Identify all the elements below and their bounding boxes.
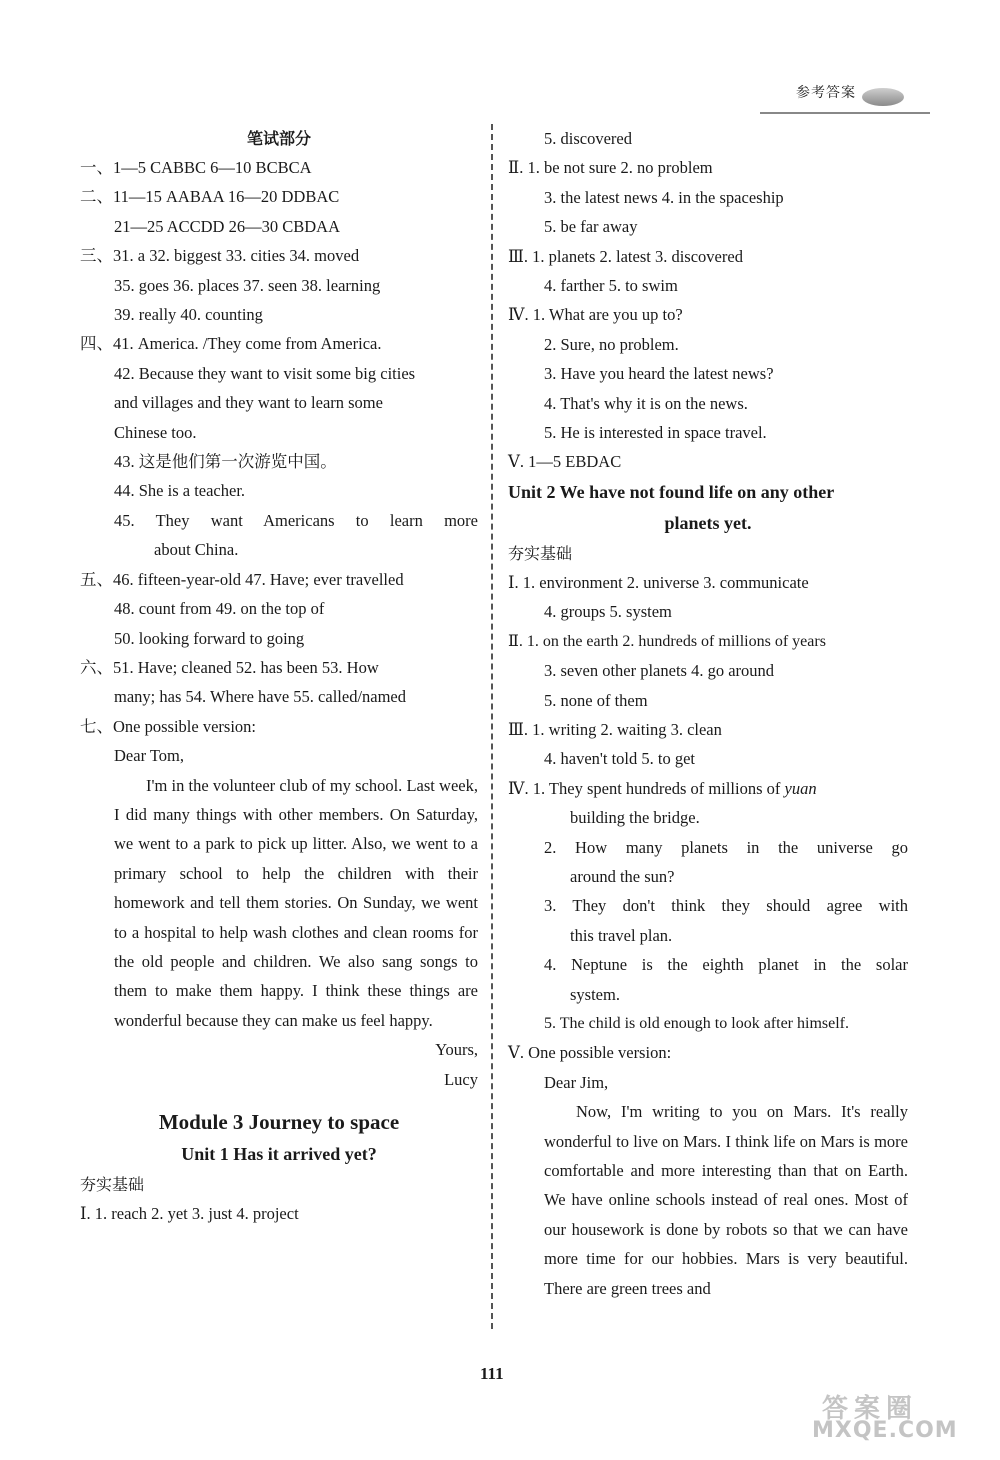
answer-line: Ⅴ. 1—5 EBDAC [508, 452, 622, 472]
answer-line: Ⅱ. 1. be not sure 2. no problem [508, 158, 713, 178]
answer-line: many; has 54. Where have 55. called/named [114, 687, 407, 707]
answer-line: 48. count from 49. on the top of [114, 599, 325, 619]
answer-line: 50. looking forward to going [114, 628, 305, 648]
answer-line: 五、46. fifteen-year-old 47. Have; ever travelled [80, 569, 404, 589]
answer-line: system. [570, 984, 620, 1004]
answer-line: 七、One possible version: [80, 716, 256, 736]
letter-salutation: Dear Tom, [114, 746, 185, 766]
subhead: 夯实基础 [508, 543, 573, 563]
answer-line: Ⅱ. 1. on the earth 2. hundreds of millions of years [508, 632, 826, 650]
answer-line: 5. discovered [544, 129, 632, 148]
answer-italic: yuan [784, 778, 817, 798]
subhead: 夯实基础 [80, 1175, 145, 1194]
answer-line: Ⅴ. One possible version: [508, 1043, 672, 1063]
letter-closing: Yours, [435, 1040, 478, 1060]
answer-line: 43. 这是他们第一次游览中国。 [114, 452, 337, 472]
answer-line: Chinese too. [114, 422, 197, 442]
answer-line: Ⅳ. 1. What are you up to? [508, 305, 683, 325]
answer-line: 六、51. Have; cleaned 52. has been 53. How [80, 657, 379, 677]
answer-line: 一、1—5 CABBC 6—10 BCBCA [80, 158, 312, 177]
answer-line [508, 774, 908, 803]
answer-line: 5. be far away [544, 217, 638, 237]
answer-line: this travel plan. [570, 925, 673, 945]
right-column [508, 124, 908, 1303]
answer-line: 4. groups 5. system [544, 602, 672, 622]
watermark-bottom: MXQE.COM [812, 1418, 958, 1443]
answer-line: 45. They want Americans to learn more [114, 510, 478, 530]
letter-signature: Lucy [444, 1069, 478, 1089]
answer-line: 三、31. a 32. biggest 33. cities 34. moved [80, 246, 360, 266]
answer-line: 4. farther 5. to swim [544, 276, 678, 296]
answer-line: 5. none of them [544, 690, 648, 710]
letter-body: I'm in the volunteer club of my school. Last week, I did many things with other members. On Saturday, we went to a park to pick up litter. Also, we went to a primary school to help the children with their homework and tell them stories. On Sunday, we went to a hospital to help wash clothes and clean rooms for the old people and children. We also sang songs to them to make them happy. I think these things are wonderful because they can make us feel happy. [114, 775, 478, 1030]
answer-line: Ⅲ. 1. writing 2. waiting 3. clean [508, 719, 722, 739]
answer-line: 3. seven other planets 4. go around [544, 661, 775, 681]
answer-line: building the bridge. [570, 808, 700, 828]
answer-line: 42. Because they want to visit some big cities [114, 363, 416, 383]
header-rule [760, 112, 930, 114]
answer-line: 44. She is a teacher. [114, 481, 246, 501]
unit-title: Unit 2 We have not found life on any other [508, 481, 835, 502]
letter-body: Now, I'm writing to you on Mars. It's really wonderful to live on Mars. I think life on Mars is more comfortable and more interesting than that on Earth. We have online schools instead of real ones. Most of our housework is done by robots so that we can have more time for our hobbies. Mars is very beautiful. There are green trees and [544, 1102, 908, 1298]
watermark-logo [812, 1388, 982, 1448]
header-badge-icon [862, 88, 904, 106]
answer-line: 4. Neptune is the eighth planet in the solar [544, 955, 908, 975]
answer-line: 21—25 ACCDD 26—30 CBDAA [114, 216, 340, 236]
answer-line: Ⅰ. 1. reach 2. yet 3. just 4. project [80, 1204, 299, 1223]
module-title: Module 3 Journey to space [158, 1110, 400, 1134]
answer-line: Ⅲ. 1. planets 2. latest 3. discovered [508, 246, 743, 266]
column-divider [491, 124, 493, 1329]
answer-line: 39. really 40. counting [114, 305, 263, 325]
answer-line: 35. goes 36. places 37. seen 38. learning [114, 275, 381, 295]
answer-line: 4. That's why it is on the news. [544, 393, 748, 413]
header-title: 参考答案 [796, 86, 856, 101]
unit-title-cont: planets yet. [664, 512, 752, 533]
answer-text: Ⅳ. 1. They spent hundreds of millions of [508, 778, 781, 798]
letter-salutation: Dear Jim, [544, 1072, 609, 1092]
answer-line: 5. He is interested in space travel. [544, 423, 767, 443]
answer-line: 3. They don't think they should agree with [544, 896, 908, 916]
answer-line: 二、11—15 AABAA 16—20 DDBAC [80, 187, 340, 207]
page-number: 111 [480, 1364, 504, 1383]
watermark-top: 答案圈 [822, 1394, 919, 1424]
answer-line: 四、41. America. /They come from America. [80, 334, 382, 354]
unit-title: Unit 1 Has it arrived yet? [181, 1144, 377, 1164]
answer-line: around the sun? [570, 866, 675, 886]
answer-line: 3. the latest news 4. in the spaceship [544, 187, 784, 207]
answer-line: and villages and they want to learn some [114, 393, 383, 413]
answer-line: 3. Have you heard the latest news? [544, 364, 774, 384]
answer-line: 5. The child is old enough to look after himself. [544, 1014, 849, 1032]
answer-line: 2. How many planets in the universe go [544, 837, 908, 857]
answer-line: about China. [154, 540, 239, 560]
answer-line: Ⅰ. 1. environment 2. universe 3. communicate [508, 572, 809, 592]
answer-line: 4. haven't told 5. to get [544, 749, 695, 769]
left-column [80, 124, 478, 1228]
answer-line: 2. Sure, no problem. [544, 334, 679, 354]
section-title: 笔试部分 [246, 129, 311, 148]
